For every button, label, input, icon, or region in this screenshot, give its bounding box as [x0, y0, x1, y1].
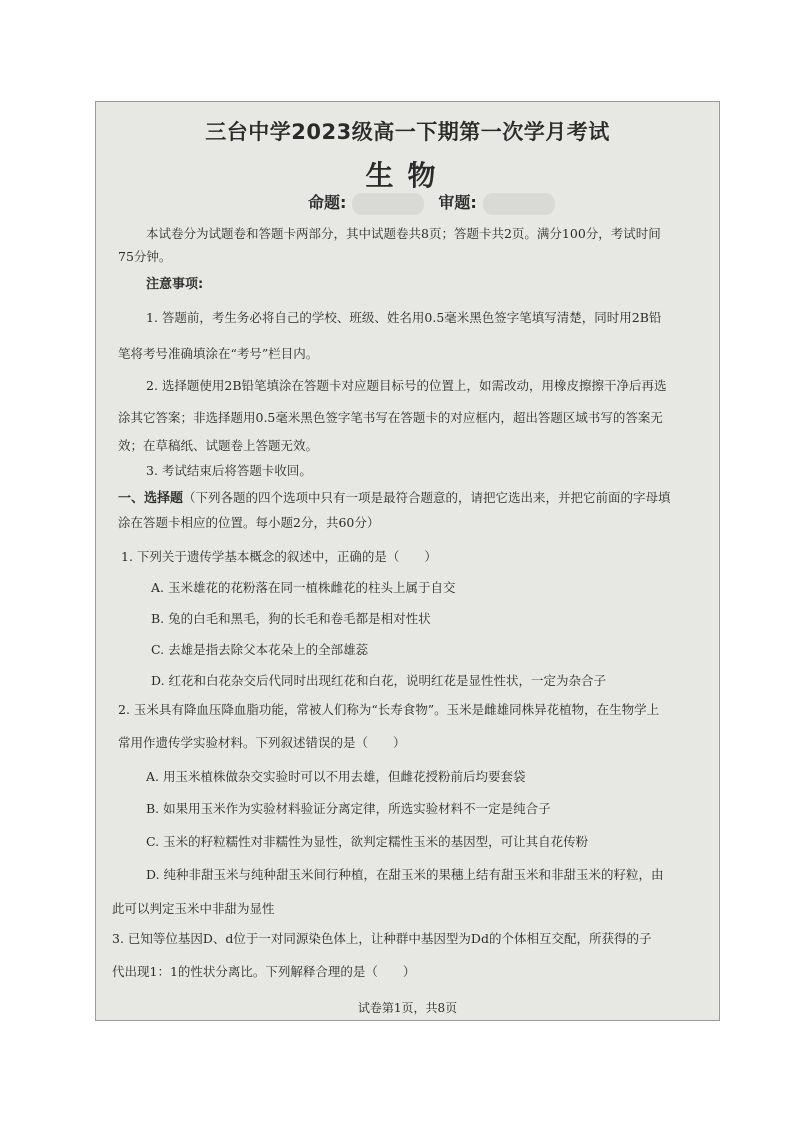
exam-paper: [95, 101, 720, 1021]
note-2b: 涂其它答案；非选择题用0.5毫米黑色签字笔书写在答题卡的对应框内，超出答题区域书写的答案无: [118, 410, 663, 425]
q2-stem-a: 2. 玉米具有降血压降血脂功能，常被人们称为“长寿食物”。玉米是雌雄同株异花植物，在生物学上: [118, 702, 660, 717]
page-footer: 试卷第1页，共8页: [357, 1001, 458, 1015]
section1-desc-a: （下列各题的四个选项中只有一项是最符合题意的，请把它选出来，并把它前面的字母填: [183, 490, 671, 505]
redacted-setter: [352, 193, 424, 215]
q3-stem-a: 3. 已知等位基因D、d位于一对同源染色体上，让种群中基因型为Dd的个体相互交配，所获得的子: [112, 931, 652, 946]
q1-option-a: A. 玉米雄花的花粉落在同一植株雌花的柱头上属于自交: [151, 580, 456, 595]
note-1a: 1. 答题前，考生务必将自己的学校、班级、姓名用0.5毫米黑色签字笔填写清楚，同时用2B铅: [146, 310, 662, 325]
section1-line-a: [118, 487, 671, 506]
subject-title: 生物: [365, 159, 450, 192]
notes-heading: 注意事项:: [146, 277, 204, 292]
q3-stem-b: 代出现1：1的性状分离比。下列解释合理的是（ ）: [112, 964, 416, 979]
q1-stem: 1. 下列关于遗传学基本概念的叙述中，正确的是（ ）: [121, 549, 437, 564]
section1-heading: 一、选择题: [118, 491, 184, 506]
note-3: 3. 考试结束后将答题卡收回。: [146, 463, 312, 478]
q2-option-d-b: 此可以判定玉米中非甜为显性: [112, 901, 275, 916]
q2-option-c: C. 玉米的籽粒糯性对非糯性为显性，欲判定糯性玉米的基因型，可让其自花传粉: [146, 834, 589, 849]
q2-stem-b: 常用作遗传学实验材料。下列叙述错误的是（ ）: [118, 735, 406, 750]
exam-title: 三台中学2023级高一下期第一次学月考试: [205, 120, 610, 144]
q2-option-a: A. 用玉米植株做杂交实验时可以不用去雄，但雌花授粉前后均要套袋: [146, 769, 526, 784]
reviewer-label: 审题:: [438, 193, 477, 212]
setter-label: 命题:: [308, 193, 347, 212]
redacted-reviewer: [483, 193, 555, 215]
note-1b: 笔将考号准确填涂在“考号”栏目内。: [118, 346, 319, 361]
q1-option-c: C. 去雄是指去除父本花朵上的全部雄蕊: [151, 642, 369, 657]
q2-option-d-a: D. 纯种非甜玉米与纯种甜玉米间行种植，在甜玉米的果穗上结有甜玉米和非甜玉米的籽粒，由: [146, 867, 664, 882]
q1-option-b: B. 兔的白毛和黑毛，狗的长毛和卷毛都是相对性状: [151, 611, 431, 626]
intro-line-1: 本试卷分为试题卷和答题卡两部分，其中试题卷共8页；答题卡共2页。满分100分，考试时间: [146, 226, 661, 241]
note-2c: 效；在草稿纸、试题卷上答题无效。: [118, 438, 319, 453]
q1-option-d: D. 红花和白花杂交后代同时出现红花和白花，说明红花是显性性状，一定为杂合子: [151, 673, 607, 688]
q2-option-b: B. 如果用玉米作为实验材料验证分离定律，所选实验材料不一定是纯合子: [146, 801, 551, 816]
authors-line: [308, 190, 569, 215]
intro-line-2: 75分钟。: [118, 249, 172, 264]
section1-desc-b: 涂在答题卡相应的位置。每小题2分，共60分）: [118, 515, 380, 530]
note-2a: 2. 选择题使用2B铅笔填涂在答题卡对应题目标号的位置上，如需改动，用橡皮擦擦干净后再选: [146, 378, 667, 393]
